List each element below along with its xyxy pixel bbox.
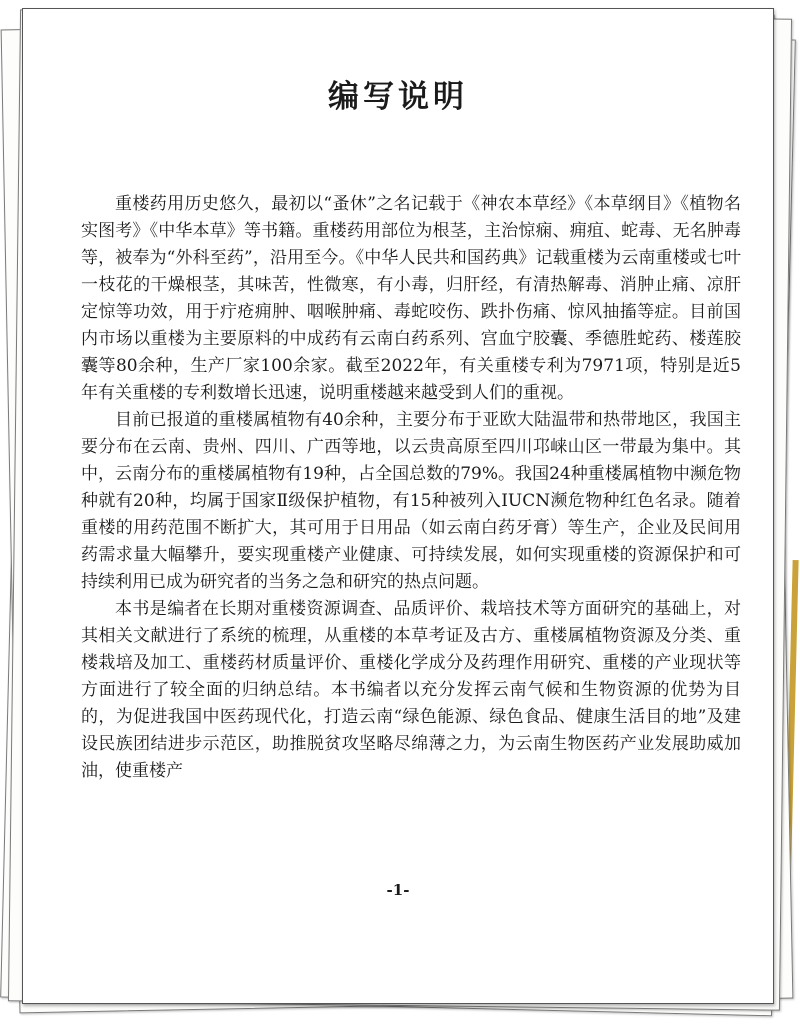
paragraph: 本书是编者在长期对重楼资源调查、品质评价、栽培技术等方面研究的基础上，对其相关文献进行了系统的梳理，从重楼的本草考证及古方、重楼属植物资源及分类、重楼栽培及加工、重楼药材质量评价、重楼化学成分及药理作用研究、重楼的产业现状等方面进行了较全面的归纳总结。本书编者以充分发挥云南气候和生物资源的优势为目的，为促进我国中医药现代化，打造云南“绿色能源、绿色食品、健康生活目的地”及建设民族团结进步示范区，助推脱贫攻坚略尽绵薄之力，为云南生物医药产业发展助威加油，使重楼产 bbox=[81, 599, 741, 781]
page-title: 编写说明 bbox=[328, 79, 468, 115]
body-text bbox=[81, 191, 741, 785]
document-page bbox=[22, 8, 774, 1004]
page-number: -1- bbox=[386, 881, 410, 899]
paragraph: 目前已报道的重楼属植物有40余种，主要分布于亚欧大陆温带和热带地区，我国主要分布在云南、贵州、四川、广西等地，以云贵高原至四川邛崃山区一带最为集中。其中，云南分布的重楼属植物有19种，占全国总数的79%。我国24种重楼属植物中濒危物种就有20种，均属于国家Ⅱ级保护植物，有15种被列入IUCN濒危物种红色名录。随着重楼的用药范围不断扩大，其可用于日用品（如云南白药牙膏）等生产，企业及民间用药需求量大幅攀升，要实现重楼产业健康、可持续发展，如何实现重楼的资源保护和可持续利用已成为研究者的当务之急和研究的热点问题。 bbox=[81, 410, 741, 592]
paragraph: 重楼药用历史悠久，最初以“蚤休”之名记载于《神农本草经》《本草纲目》《植物名实图考》《中华本草》等书籍。重楼药用部位为根茎，主治惊痫、痈疽、蛇毒、无名肿毒等，被奉为“外科至药”，沿用至今。《中华人民共和国药典》记载重楼为云南重楼或七叶一枝花的干燥根茎，其味苦，性微寒，有小毒，归肝经，有清热解毒、消肿止痛、凉肝定惊等功效，用于疔疮痈肿、咽喉肿痛、毒蛇咬伤、跌扑伤痛、惊风抽搐等症。目前国内市场以重楼为主要原料的中成药有云南白药系列、宫血宁胶囊、季德胜蛇药、楼莲胶囊等80余种，生产厂家100余家。截至2022年，有关重楼专利为7971项，特别是近5年有关重楼的专利数增长迅速，说明重楼越来越受到人们的重视。 bbox=[81, 194, 741, 403]
